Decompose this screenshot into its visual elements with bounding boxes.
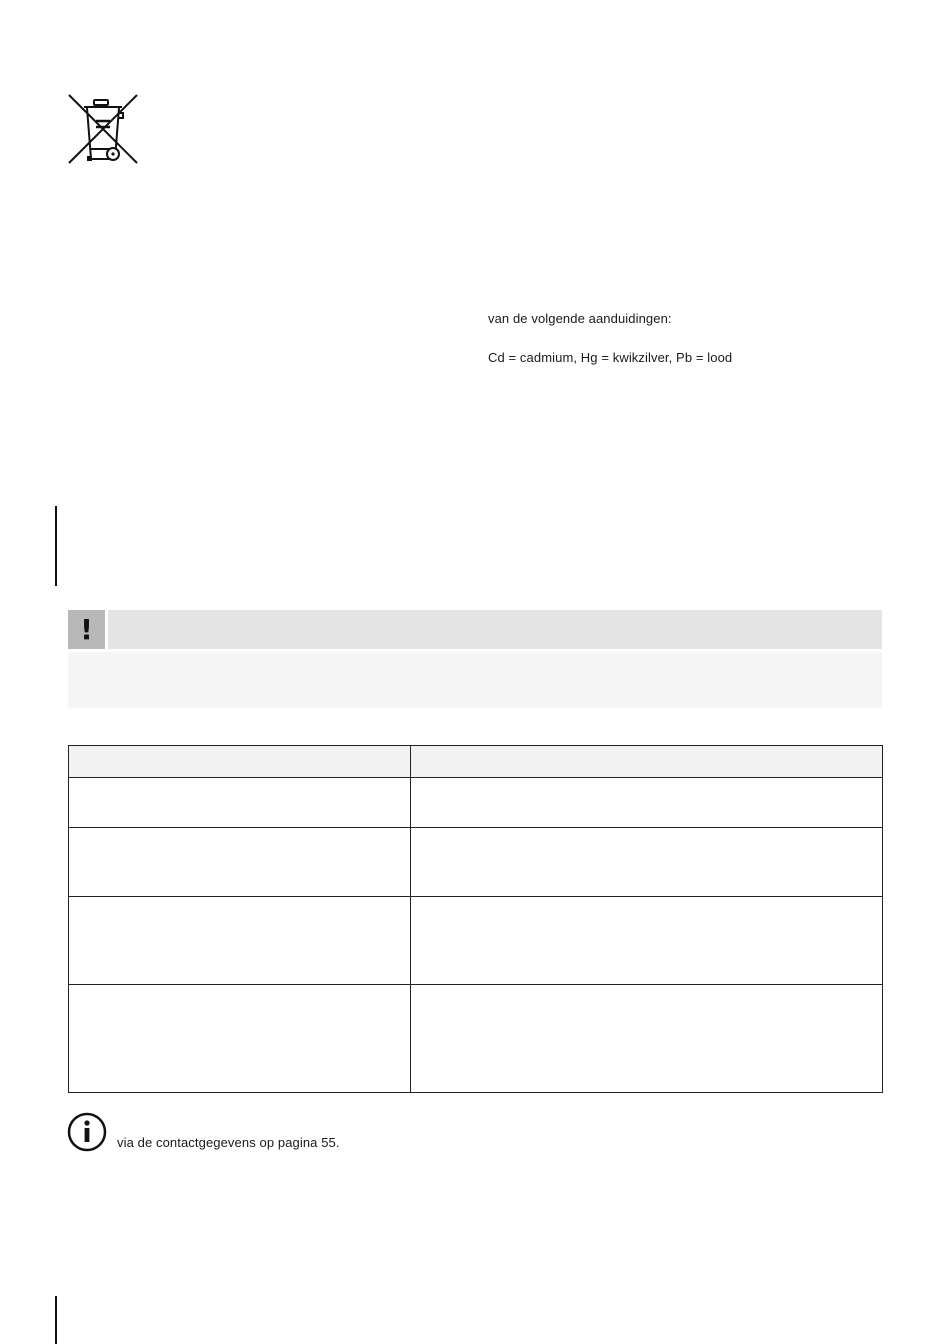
table-cell-problem <box>69 985 411 1093</box>
warning-header <box>68 610 882 649</box>
info-text: via de contactgegevens op pagina 55. <box>117 1135 340 1150</box>
warning-body <box>68 652 882 708</box>
table-row <box>69 897 883 985</box>
warning-divider <box>105 610 108 649</box>
info-icon <box>67 1112 107 1152</box>
table-row <box>69 778 883 828</box>
table-cell-solution <box>411 746 883 778</box>
exclamation-icon: ! <box>68 610 105 649</box>
table-cell-problem <box>69 897 411 985</box>
table-cell-problem <box>69 778 411 828</box>
table-header-row <box>69 746 883 778</box>
crossed-out-wheelie-bin-icon <box>66 93 140 167</box>
battery-markings-intro: van de volgende aanduidingen: <box>488 311 672 326</box>
troubleshooting-table <box>68 745 883 1093</box>
table-cell-problem <box>69 746 411 778</box>
table-cell-solution <box>411 778 883 828</box>
table-row <box>69 828 883 897</box>
margin-change-bar <box>55 506 57 586</box>
margin-change-bar <box>55 1296 57 1344</box>
table-cell-solution <box>411 828 883 897</box>
table-row <box>69 985 883 1093</box>
table-cell-solution <box>411 897 883 985</box>
battery-markings-legend: Cd = cadmium, Hg = kwikzilver, Pb = lood <box>488 350 733 365</box>
table-cell-solution <box>411 985 883 1093</box>
table-cell-problem <box>69 828 411 897</box>
